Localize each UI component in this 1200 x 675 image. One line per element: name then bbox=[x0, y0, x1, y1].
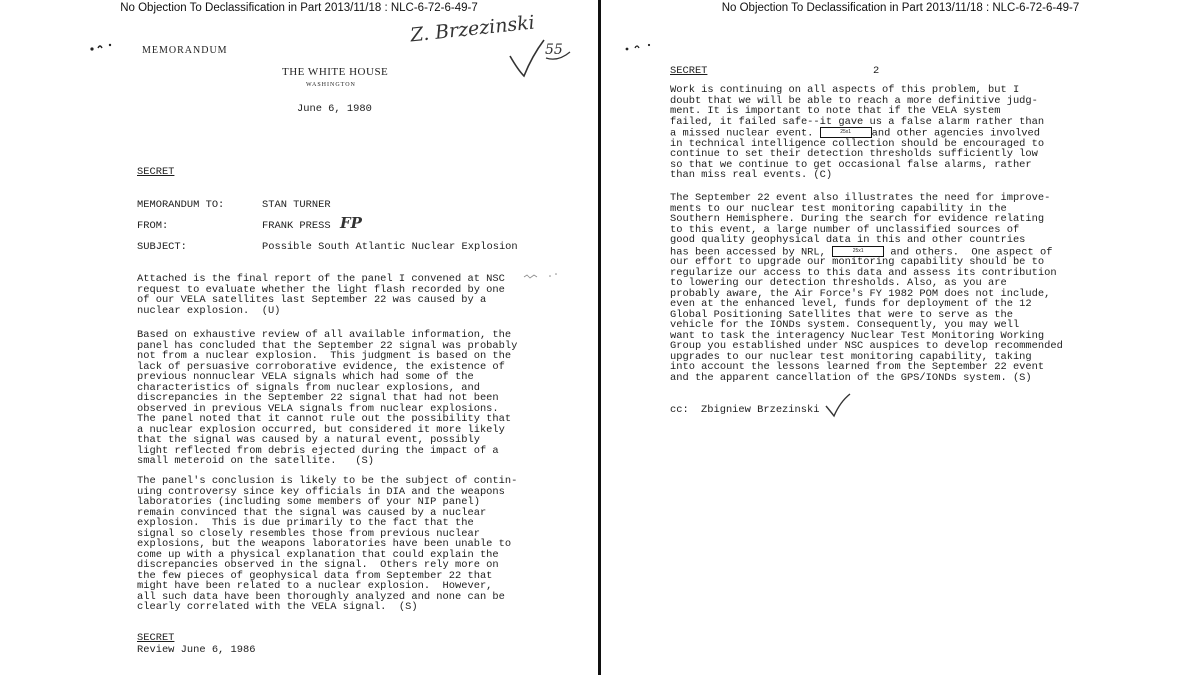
page-number: 2 bbox=[873, 65, 880, 77]
redaction-box: 25x1 bbox=[832, 246, 884, 257]
subject-label: SUBJECT: bbox=[137, 241, 187, 253]
declassification-stamp: No Objection To Declassification in Part 2013/11/18 : NLC-6-72-6-49-7 bbox=[721, 2, 1080, 14]
footer-classification: SECRET bbox=[137, 632, 175, 644]
check-mark-icon bbox=[506, 36, 576, 80]
check-mark-icon bbox=[823, 392, 853, 418]
handwritten-number: 55 bbox=[545, 42, 563, 58]
to-value: STAN TURNER bbox=[262, 199, 331, 211]
memorandum-label: MEMORANDUM bbox=[142, 45, 228, 56]
cc-value: Zbigniew Brzezinski bbox=[701, 404, 820, 416]
memo-page-1 bbox=[0, 0, 598, 675]
handwritten-initials: FP bbox=[340, 214, 362, 232]
paragraph-1: Attached is the final report of the panel I convened at NSC request to evaluate whether the light flash recorded by one of our VELA satellites last September 22 was caused by a nuclear explosion. (U) bbox=[137, 273, 505, 317]
redaction-box: 25x1 bbox=[820, 127, 872, 138]
memo-date: June 6, 1980 bbox=[297, 103, 372, 115]
paragraph-2: The September 22 event also illustrates the need for improve- ments to our nuclear test monitoring capability in the Southern Hemisphere. During the search for evidence relating to this event, a large number of unclassified sources of good quality geophysical data in this and other countries has been accessed by NRL, 25x1 and others. One aspect of our effort to upgrade our monitoring capability should be to regularize our access to this data and assess its contribution to lowering our detection thresholds. Also, as you are probably aware, the Air Force's FY 1982 POM does not include, even at the enhanced level, funds for deployment of the 12 Global Positioning Satellites that were to serve as the vehicle for the IONDs system. Consequently, you may well want to task the interagency Nuclear Test Monitoring Working Group you established under NSC auspices to develop recommended upgrades to our nuclear test monitoring capability, taking into account the lessons learned from the September 22 event and the apparent cancellation of the GPS/IONDs system. (S) bbox=[670, 192, 1063, 384]
from-value: FRANK PRESS bbox=[262, 220, 331, 232]
memo-page-2 bbox=[601, 0, 1200, 675]
cc-label: cc: bbox=[670, 404, 689, 416]
paragraph-1: Work is continuing on all aspects of this problem, but I doubt that we will be able to reach a more definitive judg- ment. It is important to note that if the VELA system failed, it failed safe--it gave us a false alarm rather than a missed nuclear event. 25x1 and other agencies involved in technical intelligence collection should be encouraged to continue to set their detection thresholds sufficiently low so that we continue to get occasional false alarms, rather than miss real events. (C) bbox=[670, 84, 1045, 182]
paragraph-3: The panel's conclusion is likely to be the subject of contin- uing controversy since key officials in DIA and the weapons laboratories (including some members of your NIP panel) remain convinced that the signal was caused by a nuclear explosion. This is due primarily to the fact that the signal so closely resembles those from previous nuclear explosions, but the weapons laboratories have been unable to come up with a physical explanation that could explain the discrepancies observed in the signal. Others rely more on the few pieces of geophysical data from September 22 that might have been related to a nuclear explosion. However, all such data have been thoroughly analyzed and none can be clearly correlated with the VELA signal. (S) bbox=[137, 475, 518, 613]
scan-noise-marks bbox=[522, 270, 562, 282]
classification-header: SECRET bbox=[670, 65, 708, 77]
subject-value: Possible South Atlantic Nuclear Explosion bbox=[262, 241, 518, 253]
handwritten-signature-brzezinski: Z. Brzezinski bbox=[409, 11, 536, 47]
declassification-stamp: No Objection To Declassification in Part 2013/11/18 : NLC-6-72-6-49-7 bbox=[120, 2, 478, 14]
letterhead-city: WASHINGTON bbox=[306, 82, 356, 88]
letterhead-title: THE WHITE HOUSE bbox=[282, 66, 389, 78]
scan-speck-marks bbox=[88, 40, 122, 54]
from-label: FROM: bbox=[137, 220, 169, 232]
scan-speck-marks bbox=[623, 40, 659, 54]
footer-review-date: Review June 6, 1986 bbox=[137, 644, 256, 656]
classification-header: SECRET bbox=[137, 166, 175, 178]
paragraph-2: Based on exhaustive review of all available information, the panel has concluded that the September 22 signal was probably not from a nuclear explosion. This judgment is based on the lack of persuasive corroborative evidence, the existence of previous nonnuclear VELA signals which had some of the characteristics of signals from nuclear explosions, and discrepancies in the September 22 signal that had not been observed in previous VELA signals from nuclear explosions. The panel noted that it cannot rule out the possibility that a nuclear explosion occurred, but considered it more likely that the signal was caused by a natural event, possibly light reflected from debris ejected during the impact of a small meteroid on the satellite. (S) bbox=[137, 329, 518, 467]
to-label: MEMORANDUM TO: bbox=[137, 199, 225, 211]
